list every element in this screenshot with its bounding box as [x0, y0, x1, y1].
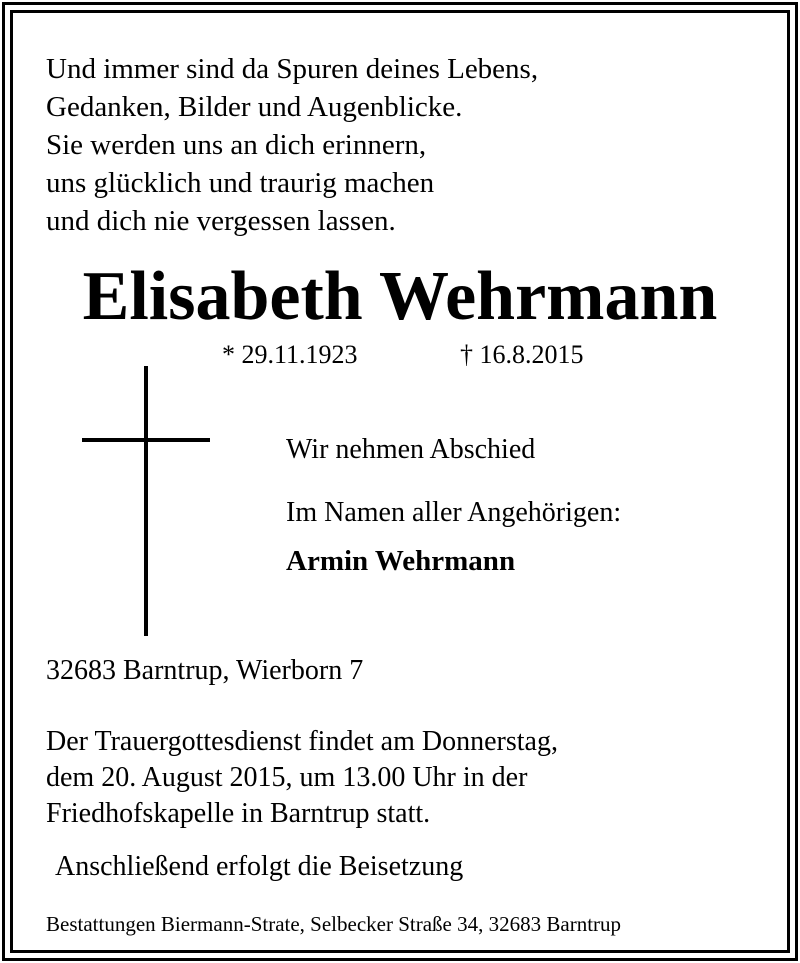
service-line: Der Trauergottesdienst findet am Donnerstag, [46, 726, 558, 757]
cross-horizontal-bar [82, 438, 210, 442]
service-line: dem 20. August 2015, um 13.00 Uhr in der [46, 762, 528, 793]
farewell-text: Wir nehmen Abschied [286, 434, 536, 465]
memorial-poem [46, 50, 538, 240]
death-date: † 16.8.2015 [460, 340, 584, 369]
undertaker-info: Bestattungen Biermann-Strate, Selbecker Straße 34, 32683 Barntrup [46, 912, 622, 936]
burial-note: Anschließend erfolgt die Beisetzung [55, 851, 464, 882]
birth-date: * 29.11.1923 [222, 340, 358, 369]
poem-line: uns glücklich und traurig machen [46, 167, 435, 199]
on-behalf-text: Im Namen aller Angehörigen: [286, 497, 622, 528]
address: 32683 Barntrup, Wierborn 7 [46, 655, 364, 686]
poem-line: und dich nie vergessen lassen. [46, 205, 396, 237]
poem-line: Gedanken, Bilder und Augenblicke. [46, 91, 463, 123]
cross-vertical-bar [144, 366, 148, 636]
deceased-name: Elisabeth Wehrmann [82, 258, 718, 335]
service-line: Friedhofskapelle in Barntrup statt. [46, 798, 431, 829]
service-announcement [46, 724, 558, 832]
signer-name: Armin Wehrmann [286, 545, 516, 577]
poem-line: Sie werden uns an dich erinnern, [46, 129, 427, 161]
cross-icon [80, 366, 212, 636]
poem-line: Und immer sind da Spuren deines Lebens, [46, 53, 539, 85]
